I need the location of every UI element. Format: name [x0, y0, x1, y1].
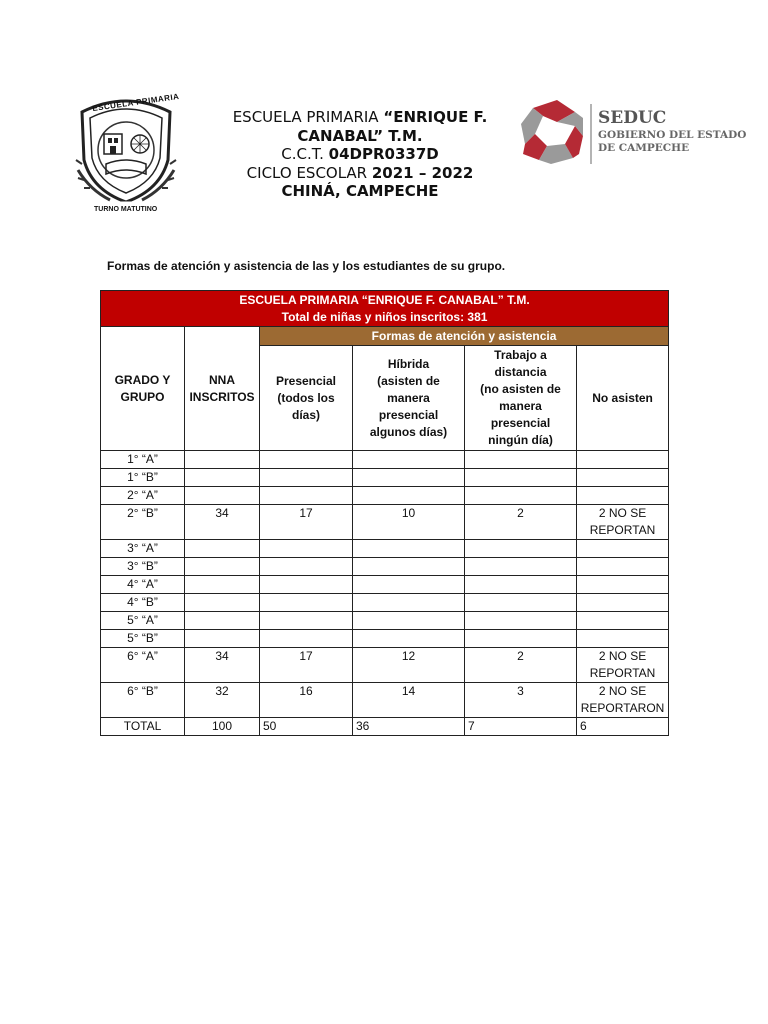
cell-nna [185, 576, 260, 594]
cell-no-asisten [577, 558, 669, 576]
seal-top-text: ESCUELA PRIMARIA [91, 91, 180, 114]
total-row [101, 718, 669, 736]
intro-text: Formas de atención y asistencia de las y los estudiantes de su grupo. [107, 259, 506, 273]
table-row [101, 630, 669, 648]
seduc-title: SEDUC [598, 108, 667, 128]
seal-bottom-text: TURNO MATUTINO [94, 206, 158, 213]
cell-no-asisten [577, 451, 669, 469]
header-line-school: ESCUELA PRIMARIA “ENRIQUE F. CANABAL” T.M. [232, 108, 488, 145]
cell-hibrida: 10 [353, 505, 465, 540]
no-asisten-line: 2 NO SE [598, 684, 647, 698]
cell-distancia: 2 [465, 648, 577, 683]
total-distancia: 7 [465, 718, 577, 736]
header-line-location: CHINÁ, CAMPECHE [281, 182, 439, 200]
total-label: TOTAL [101, 718, 185, 736]
table-row [101, 540, 669, 558]
table-row [101, 594, 669, 612]
cell-nna [185, 451, 260, 469]
table-row [101, 505, 669, 540]
cell-distancia [465, 594, 577, 612]
cell-grado: 3° “B” [101, 558, 185, 576]
seduc-emblem-icon [517, 100, 597, 168]
cell-hibrida [353, 630, 465, 648]
cell-no-asisten [577, 648, 669, 683]
cell-nna [185, 469, 260, 487]
col-header-hibrida: Híbrida (asisten de manera presencial algunos días) [353, 346, 465, 451]
table-row [101, 451, 669, 469]
cell-presencial [260, 576, 353, 594]
cell-presencial: 17 [260, 648, 353, 683]
table-row [101, 648, 669, 683]
cell-no-asisten [577, 612, 669, 630]
cell-distancia [465, 558, 577, 576]
table-row [101, 612, 669, 630]
cell-no-asisten [577, 630, 669, 648]
cell-grado: 4° “A” [101, 576, 185, 594]
total-hibrida: 36 [353, 718, 465, 736]
cell-hibrida [353, 469, 465, 487]
cell-hibrida [353, 558, 465, 576]
table-row [101, 487, 669, 505]
cell-nna [185, 558, 260, 576]
group-header-formas: Formas de atención y asistencia [260, 327, 669, 346]
cell-hibrida: 12 [353, 648, 465, 683]
header-line-cct: C.C.T. 04DPR0337D [281, 145, 439, 163]
cell-hibrida [353, 594, 465, 612]
cell-no-asisten [577, 576, 669, 594]
cell-no-asisten [577, 540, 669, 558]
cell-nna [185, 630, 260, 648]
cell-hibrida: 14 [353, 683, 465, 718]
cell-grado: 4° “B” [101, 594, 185, 612]
table-row [101, 683, 669, 718]
cell-grado: 1° “A” [101, 451, 185, 469]
cell-distancia [465, 630, 577, 648]
total-no-asisten: 6 [577, 718, 669, 736]
cell-distancia: 3 [465, 683, 577, 718]
school-header [190, 108, 530, 201]
cell-nna [185, 594, 260, 612]
cell-grado: 5° “A” [101, 612, 185, 630]
school-seal-logo [70, 90, 182, 220]
cell-presencial [260, 558, 353, 576]
cell-presencial [260, 469, 353, 487]
cell-nna [185, 612, 260, 630]
cell-nna [185, 487, 260, 505]
cell-presencial [260, 594, 353, 612]
total-presencial: 50 [260, 718, 353, 736]
cell-nna: 34 [185, 505, 260, 540]
cell-hibrida [353, 540, 465, 558]
table-body [101, 451, 669, 718]
cell-hibrida [353, 487, 465, 505]
cell-distancia: 2 [465, 505, 577, 540]
cell-no-asisten [577, 487, 669, 505]
col-header-distancia: Trabajo a distancia (no asisten de manera presencial ningún día) [465, 346, 577, 451]
school-seal-icon [70, 90, 182, 220]
table-title: ESCUELA PRIMARIA “ENRIQUE F. CANABAL” T.M. Total de niñas y niños inscritos: 381 [101, 291, 669, 327]
cell-distancia [465, 612, 577, 630]
cell-presencial [260, 612, 353, 630]
cell-grado: 2° “B” [101, 505, 185, 540]
cell-nna: 32 [185, 683, 260, 718]
col-header-presencial: Presencial (todos los días) [260, 346, 353, 451]
table-row [101, 576, 669, 594]
no-asisten-line: REPORTAN [589, 523, 656, 537]
no-asisten-line: 2 NO SE [598, 506, 647, 520]
cell-grado: 2° “A” [101, 487, 185, 505]
cell-grado: 3° “A” [101, 540, 185, 558]
cell-nna: 34 [185, 648, 260, 683]
cell-presencial [260, 451, 353, 469]
cell-grado: 5° “B” [101, 630, 185, 648]
total-nna: 100 [185, 718, 260, 736]
no-asisten-line: 2 NO SE [598, 649, 647, 663]
table-row [101, 558, 669, 576]
cell-no-asisten [577, 469, 669, 487]
col-header-nna: NNA INSCRITOS [185, 327, 260, 451]
cell-grado: 6° “B” [101, 683, 185, 718]
cell-hibrida [353, 612, 465, 630]
cell-no-asisten [577, 505, 669, 540]
cell-presencial [260, 540, 353, 558]
cell-distancia [465, 487, 577, 505]
cell-presencial [260, 630, 353, 648]
header-line-cycle: CICLO ESCOLAR 2021 – 2022 [246, 163, 474, 182]
cell-presencial [260, 487, 353, 505]
cell-no-asisten [577, 683, 669, 718]
group-header-row [101, 327, 669, 346]
cell-grado: 1° “B” [101, 469, 185, 487]
cell-presencial: 17 [260, 505, 353, 540]
table-row [101, 469, 669, 487]
cell-distancia [465, 540, 577, 558]
col-header-grado: GRADO Y GRUPO [101, 327, 185, 451]
no-asisten-line: REPORTARON [580, 701, 665, 715]
seduc-subtitle: GOBIERNO DEL ESTADO DE CAMPECHE [598, 129, 747, 154]
attendance-table [100, 290, 669, 736]
cell-grado: 6° “A” [101, 648, 185, 683]
cell-distancia [465, 451, 577, 469]
cell-hibrida [353, 576, 465, 594]
cell-presencial: 16 [260, 683, 353, 718]
cell-nna [185, 540, 260, 558]
cell-hibrida [353, 451, 465, 469]
cell-distancia [465, 576, 577, 594]
cell-distancia [465, 469, 577, 487]
col-header-no-asisten: No asisten [577, 346, 669, 451]
no-asisten-line: REPORTAN [589, 666, 656, 680]
cell-no-asisten [577, 594, 669, 612]
table-title-row [101, 291, 669, 327]
